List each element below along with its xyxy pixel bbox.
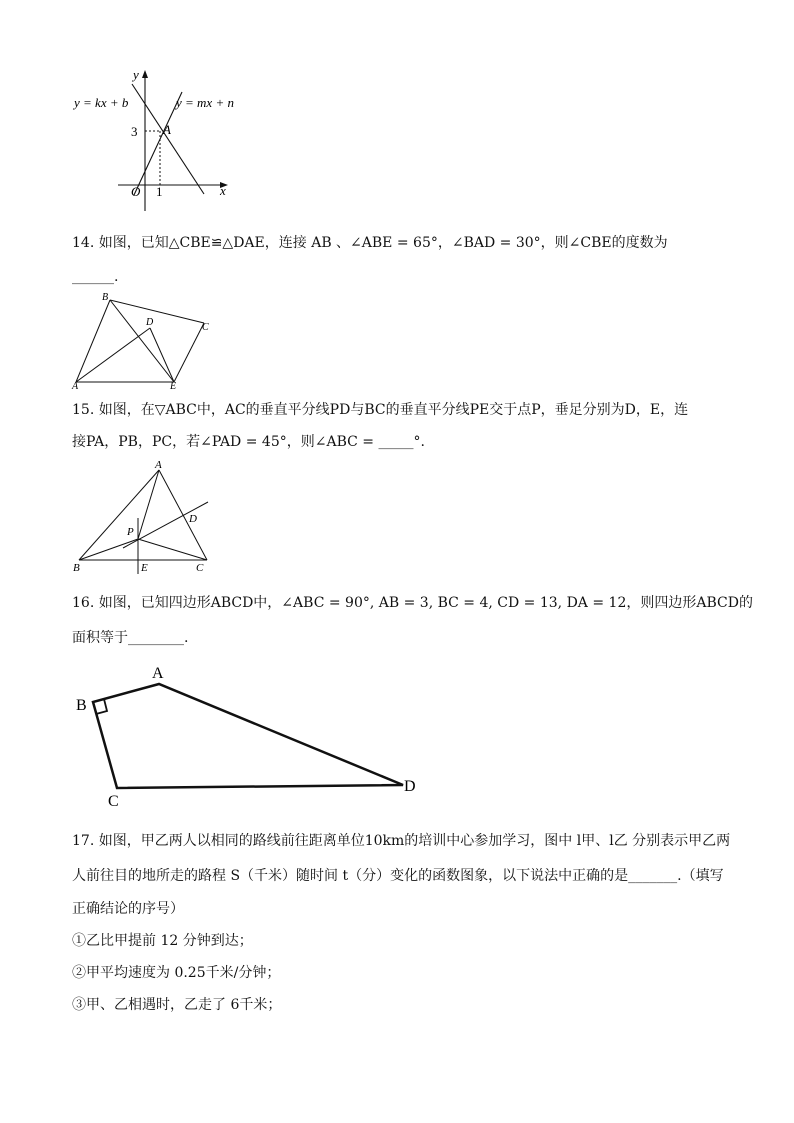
fig15-label-b: B — [73, 562, 80, 574]
fig16-quadrilateral — [70, 656, 430, 816]
q17-option-2: ②甲平均速度为 0.25千米/分钟； — [72, 965, 281, 981]
fig16-label-c: C — [108, 793, 119, 810]
fig14-triangles — [66, 290, 226, 390]
fig15-label-e: E — [141, 562, 148, 574]
q17-line3: 正确结论的序号） — [72, 901, 184, 917]
fig16-label-b: B — [76, 697, 87, 714]
fig13-eq1: y = kx + b — [74, 95, 129, 110]
q16-line1: 16. 如图，已知四边形ABCD中，∠ABC = 90°, AB = 3, BC = 4, CD = 13, DA = 12，则四边形ABCD的 — [72, 595, 753, 611]
q17-line1: 17. 如图，甲乙两人以相同的路线前往距离单位10km的培训中心参加学习，图中 l甲、l乙 分别表示甲乙两 — [72, 833, 731, 849]
fig13-graph — [70, 64, 250, 214]
fig15-label-p: P — [127, 526, 134, 538]
fig14-label-d: D — [146, 317, 154, 328]
q17-option-3: ③甲、乙相遇时，乙走了 6千米； — [72, 997, 282, 1013]
fig14-label-b: B — [102, 292, 109, 303]
q14-line2: ______. — [72, 269, 119, 285]
fig13-eq2: y = mx + n — [176, 95, 234, 110]
fig16-label-a: A — [152, 665, 164, 682]
fig15-label-a: A — [155, 459, 162, 471]
q15-line2: 接PA，PB，PC，若∠PAD = 45°，则∠ABC = _____°. — [72, 434, 425, 450]
fig13-x-label: x — [220, 183, 226, 198]
fig13-point-a: A — [163, 122, 171, 137]
fig14-label-a: A — [72, 381, 79, 390]
fig15-triangle — [68, 456, 218, 576]
fig13-y-arrow — [142, 70, 148, 78]
fig13-line-mx-n — [134, 92, 182, 195]
fig14-label-e: E — [170, 381, 177, 390]
fig15-label-d: D — [189, 513, 197, 525]
fig13-tick-1: 1 — [156, 184, 163, 199]
fig13-tick-3: 3 — [131, 124, 138, 139]
fig13-y-label: y — [133, 67, 139, 82]
q15-line1: 15. 如图，在▽ABC中，AC的垂直平分线PD与BC的垂直平分线PE交于点P，垂足分别为D，E，连 — [72, 402, 689, 418]
q17-option-1: ①乙比甲提前 12 分钟到达； — [72, 933, 253, 949]
q17-line2: 人前往目的地所走的路程 S（千米）随时间 t（分）变化的函数图象，以下说法中正确的是_______.（填写 — [72, 868, 724, 884]
fig15-label-c: C — [196, 562, 204, 574]
fig14-label-c: C — [202, 322, 209, 333]
q16-line2: 面积等于________. — [72, 630, 189, 646]
q14-line1: 14. 如图，已知△CBE≌△DAE，连接 AB 、∠ABE = 65°，∠BAD = 30°，则∠CBE的度数为 — [72, 235, 668, 251]
fig13-origin: O — [131, 184, 141, 199]
fig16-label-d: D — [404, 778, 416, 795]
